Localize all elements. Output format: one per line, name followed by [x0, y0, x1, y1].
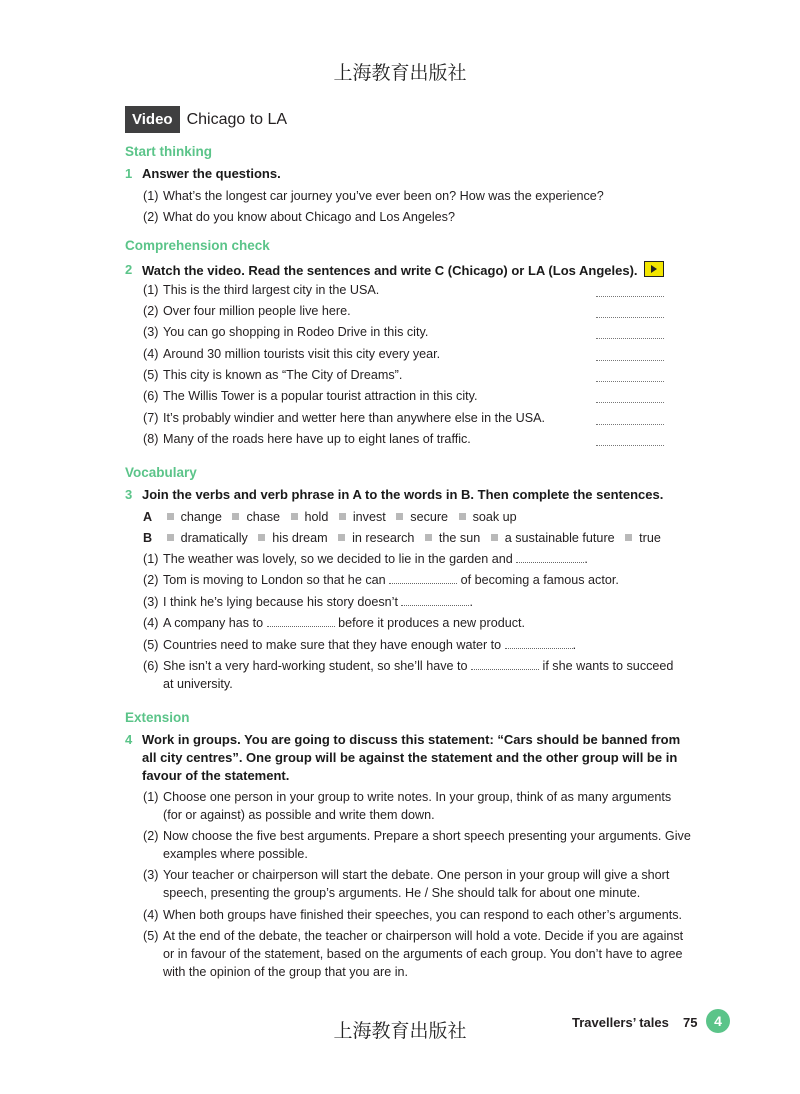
item-text-end: before it produces a new product.: [338, 616, 526, 630]
item-text: It’s probably windier and wetter here than anywhere else in the USA.: [163, 411, 545, 425]
section-extension: Extension: [125, 710, 190, 725]
item-text-end: of becoming a famous actor.: [460, 573, 619, 587]
publisher-watermark-bottom: 上海教育出版社: [333, 1020, 467, 1042]
item-number: (5): [143, 368, 159, 382]
word-item: secure: [410, 510, 449, 524]
page-number: 75: [683, 1015, 698, 1030]
item-number: (3): [143, 595, 159, 609]
word-item: in research: [352, 531, 415, 545]
item-number: (2): [143, 573, 159, 587]
bullet-square-icon: [167, 513, 174, 520]
list-item: [143, 636, 576, 654]
section-vocabulary: Vocabulary: [125, 465, 197, 480]
list-item: [143, 387, 478, 405]
answer-blank[interactable]: [596, 424, 664, 425]
item-number: (5): [143, 929, 159, 943]
list-item: [143, 827, 691, 863]
list-item: [143, 430, 471, 448]
word-item: his dream: [272, 531, 328, 545]
item-number: (1): [143, 552, 159, 566]
unit-badge: 4: [706, 1009, 730, 1033]
item-number: (8): [143, 432, 159, 446]
list-item: [143, 906, 691, 924]
video-tag: Video: [125, 106, 180, 133]
item-text: What do you know about Chicago and Los Angeles?: [163, 210, 455, 224]
item-number: (7): [143, 411, 159, 425]
bullet-square-icon: [625, 534, 632, 541]
answer-blank[interactable]: [596, 338, 664, 339]
item-text-end: .: [469, 595, 473, 609]
answer-blank[interactable]: [596, 360, 664, 361]
item-text: At the end of the debate, the teacher or chairperson will hold a vote. Decide if you are against or in favour of the statement, based on the arguments of each group. You don’t have to agree with the opinion of the group that you are in.: [163, 929, 684, 979]
list-item: [143, 302, 351, 320]
question-4: [125, 731, 682, 785]
question-number: 1: [125, 166, 133, 181]
question-number: 3: [125, 487, 133, 502]
footer-unit-title: Travellers’ tales: [572, 1015, 669, 1030]
bullet-square-icon: [491, 534, 498, 541]
item-number: (2): [143, 304, 159, 318]
item-number: (6): [143, 659, 159, 673]
bullet-square-icon: [338, 534, 345, 541]
word-item: soak up: [472, 510, 517, 524]
question-number: 2: [125, 262, 133, 277]
answer-blank[interactable]: [505, 636, 573, 649]
section-start-thinking: Start thinking: [125, 144, 212, 159]
word-box-label: A: [143, 510, 153, 524]
item-text: You can go shopping in Rodeo Drive in this city.: [163, 325, 429, 339]
question-instruction: Join the verbs and verb phrase in A to the words in B. Then complete the sentences.: [142, 487, 664, 502]
item-text: What’s the longest car journey you’ve ever been on? How was the experience?: [163, 189, 604, 203]
item-number: (3): [143, 868, 159, 882]
word-item: chase: [246, 510, 281, 524]
item-number: (4): [143, 347, 159, 361]
item-number: (1): [143, 189, 159, 203]
list-item: [143, 866, 691, 902]
item-text: at university.: [163, 677, 233, 691]
list-item: [143, 187, 604, 205]
item-text: Countries need to make sure that they have enough water to: [163, 638, 502, 652]
item-number: (5): [143, 638, 159, 652]
list-item: [143, 614, 525, 632]
question-1: [125, 165, 281, 183]
answer-blank[interactable]: [596, 381, 664, 382]
answer-blank[interactable]: [596, 402, 664, 403]
item-text: Choose one person in your group to write notes. In your group, think of as many arguments (for or against) as possible and write them down.: [163, 790, 672, 822]
question-instruction: Work in groups. You are going to discuss this statement: “Cars should be banned from all city centres”. One group will be against the statement and the other group will be in favour of the statement.: [142, 732, 681, 783]
item-text-end: .: [572, 638, 577, 652]
word-box-b: [143, 529, 661, 547]
item-text: Your teacher or chairperson will start the debate. One person in your group will give a short speech, presenting the group’s arguments. He / She should talk for about one minute.: [163, 868, 670, 900]
list-item: [143, 593, 473, 611]
word-item: the sun: [438, 531, 481, 545]
section-comprehension-check: Comprehension check: [125, 238, 270, 253]
item-text: The Willis Tower is a popular tourist attraction in this city.: [163, 389, 478, 403]
bullet-square-icon: [167, 534, 174, 541]
bullet-square-icon: [396, 513, 403, 520]
word-item: change: [180, 510, 222, 524]
bullet-square-icon: [232, 513, 239, 520]
word-item: hold: [304, 510, 329, 524]
item-number: (6): [143, 389, 159, 403]
list-item: [143, 788, 691, 824]
video-header: [125, 106, 287, 133]
item-text: Over four million people live here.: [163, 304, 351, 318]
publisher-watermark-top: 上海教育出版社: [333, 62, 467, 84]
item-number: (1): [143, 790, 159, 804]
answer-blank[interactable]: [596, 317, 664, 318]
word-item: invest: [352, 510, 386, 524]
list-item: [143, 208, 455, 226]
bullet-square-icon: [291, 513, 298, 520]
video-title: Chicago to LA: [186, 110, 288, 128]
item-text: A company has to: [163, 616, 264, 630]
question-number: 4: [125, 732, 133, 747]
item-text: This city is known as “The City of Dreams”.: [163, 368, 403, 382]
item-text: I think he’s lying because his story doesn’t: [163, 595, 398, 609]
item-number: (3): [143, 325, 159, 339]
answer-blank[interactable]: [267, 614, 335, 627]
answer-blank[interactable]: [401, 593, 469, 606]
question-2: [125, 261, 664, 280]
word-item: true: [639, 531, 661, 545]
answer-blank[interactable]: [596, 296, 664, 297]
item-number: (2): [143, 210, 159, 224]
item-number: (1): [143, 283, 159, 297]
bullet-square-icon: [258, 534, 265, 541]
answer-blank[interactable]: [389, 571, 457, 584]
question-instruction: Answer the questions.: [142, 166, 281, 181]
list-item: [143, 550, 588, 568]
bullet-square-icon: [459, 513, 466, 520]
list-item: [143, 409, 545, 427]
word-item: a sustainable future: [504, 531, 615, 545]
item-text: The weather was lovely, so we decided to lie in the garden and: [163, 552, 513, 566]
list-item-continuation: [163, 675, 233, 693]
word-box-label: B: [143, 531, 153, 545]
list-item: [143, 323, 428, 341]
item-number: (2): [143, 829, 159, 843]
video-icon: [644, 261, 664, 277]
item-text-end: if she wants to succeed: [542, 659, 674, 673]
list-item: [143, 927, 691, 981]
item-text: Now choose the five best arguments. Prepare a short speech presenting your arguments. Give examples where possible.: [163, 829, 691, 861]
list-item: [143, 657, 673, 675]
bullet-square-icon: [339, 513, 346, 520]
question-text: Watch the video. Read the sentences and write C (Chicago) or LA (Los Angeles).: [142, 263, 638, 278]
item-text: This is the third largest city in the USA.: [163, 283, 380, 297]
item-text: Around 30 million tourists visit this city every year.: [163, 347, 441, 361]
item-text: She isn’t a very hard-working student, so she’ll have to: [163, 659, 468, 673]
word-item: dramatically: [180, 531, 248, 545]
answer-blank[interactable]: [471, 657, 539, 670]
answer-blank[interactable]: [596, 445, 664, 446]
answer-blank[interactable]: [516, 550, 584, 563]
item-text: Many of the roads here have up to eight lanes of traffic.: [163, 432, 471, 446]
word-box-a: [143, 508, 517, 526]
item-number: (4): [143, 616, 159, 630]
item-text: Tom is moving to London so that he can: [163, 573, 386, 587]
question-3: [125, 486, 663, 504]
item-number: (4): [143, 908, 159, 922]
list-item: [143, 571, 619, 589]
item-text: When both groups have finished their speeches, you can respond to each other’s arguments.: [163, 908, 683, 922]
list-item: [143, 345, 440, 363]
item-text-end: .: [584, 552, 588, 566]
question-instruction: [142, 261, 664, 280]
list-item: [143, 281, 379, 299]
bullet-square-icon: [425, 534, 432, 541]
list-item: [143, 366, 402, 384]
